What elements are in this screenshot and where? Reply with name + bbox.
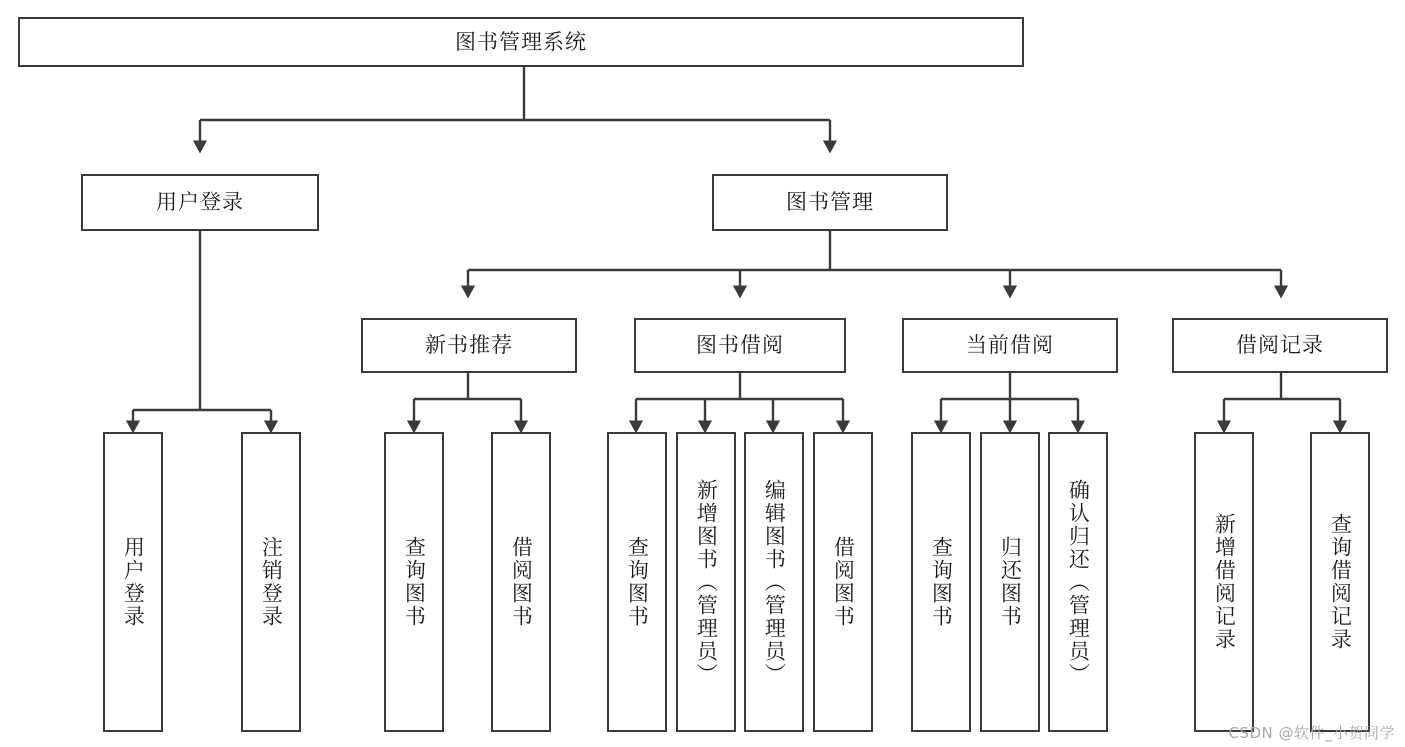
- node-leaf-query-book-2[interactable]: [607, 432, 667, 732]
- node-leaf-query-record-label: 查询借阅记录: [1328, 513, 1353, 651]
- node-leaf-return-book-label: 归还图书: [998, 536, 1023, 628]
- node-leaf-user-login-label: 用户登录: [121, 536, 146, 628]
- node-leaf-edit-book[interactable]: [744, 432, 804, 732]
- node-leaf-query-book-3[interactable]: [911, 432, 971, 732]
- node-leaf-user-login[interactable]: [103, 432, 163, 732]
- node-book-manage[interactable]: [712, 174, 948, 231]
- node-root-label: 图书管理系统: [455, 29, 587, 54]
- node-current-borrow-label: 当前借阅: [966, 333, 1054, 358]
- node-book-manage-label: 图书管理: [786, 190, 874, 215]
- node-user-login[interactable]: [81, 174, 319, 231]
- node-borrow-record-label: 借阅记录: [1236, 333, 1324, 358]
- node-leaf-confirm-return[interactable]: [1048, 432, 1108, 732]
- node-leaf-borrow-book-1[interactable]: [491, 432, 551, 732]
- node-current-borrow[interactable]: [902, 318, 1118, 373]
- node-book-borrow-label: 图书借阅: [696, 333, 784, 358]
- node-leaf-borrow-book-1-label: 借阅图书: [509, 536, 534, 628]
- node-leaf-query-book-1-label: 查询图书: [402, 536, 427, 628]
- node-new-book-recommend[interactable]: [361, 318, 577, 373]
- node-borrow-record[interactable]: [1172, 318, 1388, 373]
- node-leaf-add-book-label: 新增图书（管理员）: [694, 478, 719, 686]
- node-leaf-add-record[interactable]: [1194, 432, 1254, 732]
- node-leaf-add-book[interactable]: [676, 432, 736, 732]
- node-book-borrow[interactable]: [634, 318, 846, 373]
- node-leaf-borrow-book-2-label: 借阅图书: [831, 536, 856, 628]
- node-leaf-query-book-1[interactable]: [384, 432, 444, 732]
- node-leaf-query-book-3-label: 查询图书: [929, 536, 954, 628]
- node-leaf-borrow-book-2[interactable]: [813, 432, 873, 732]
- node-leaf-return-book[interactable]: [980, 432, 1040, 732]
- node-leaf-add-record-label: 新增借阅记录: [1212, 513, 1237, 651]
- watermark: CSDN @软件_小贺同学: [1228, 724, 1395, 742]
- node-leaf-confirm-return-label: 确认归还（管理员）: [1066, 478, 1091, 686]
- node-leaf-edit-book-label: 编辑图书（管理员）: [762, 478, 787, 686]
- node-leaf-query-book-2-label: 查询图书: [625, 536, 650, 628]
- node-new-book-recommend-label: 新书推荐: [425, 333, 513, 358]
- node-leaf-user-logout-label: 注销登录: [259, 536, 284, 628]
- node-root[interactable]: [18, 17, 1024, 67]
- node-user-login-label: 用户登录: [156, 190, 244, 215]
- node-leaf-user-logout[interactable]: [241, 432, 301, 732]
- node-leaf-query-record[interactable]: [1310, 432, 1370, 732]
